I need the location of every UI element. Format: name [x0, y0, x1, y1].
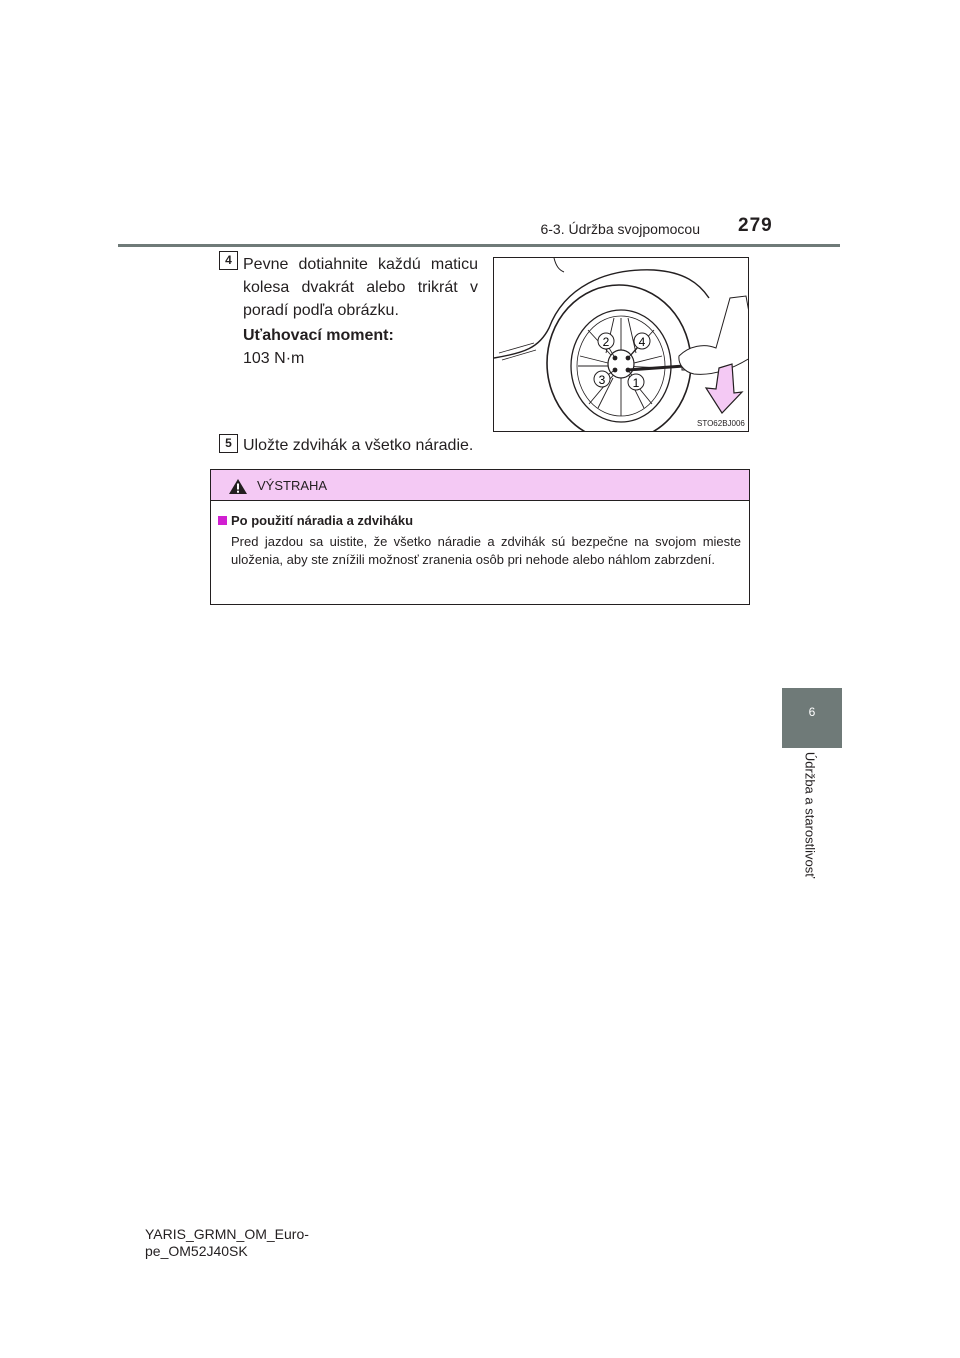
hand — [679, 296, 749, 374]
square-bullet-icon — [218, 516, 227, 525]
document-id-line-1: YARIS_GRMN_OM_Euro- — [145, 1226, 309, 1242]
page-number: 279 — [738, 215, 773, 236]
body-line — [554, 258, 564, 272]
warning-subtitle: Po použití náradia a zdviháku — [231, 513, 414, 528]
svg-text:2: 2 — [602, 335, 610, 349]
warning-box — [210, 469, 750, 605]
chapter-number: 6 — [808, 705, 816, 719]
wheel-wrench-illustration — [493, 257, 749, 432]
document-id — [145, 1226, 309, 1260]
warning-header — [211, 470, 749, 501]
warning-triangle-icon — [228, 478, 248, 495]
step-number-5: 5 — [219, 434, 238, 453]
step-5-text: Uložte zdvihák a všetko náradie. — [243, 437, 474, 454]
header-rule — [118, 244, 840, 247]
warning-title: VÝSTRAHA — [257, 478, 328, 493]
hub — [608, 350, 634, 378]
step-number-4: 4 — [219, 251, 238, 270]
wheel-illustration-svg — [494, 258, 749, 432]
torque-label: Uťahovací moment: — [243, 327, 394, 344]
torque-value: 103 N·m — [243, 350, 305, 367]
warning-body: Pred jazdou sa uistite, že všetko náradie a zdvihák sú bezpečne na svojom mieste uloženia, aby ste znížili možnosť zranenia osôb pri nehode alebo náhlom zabrzdení. — [231, 534, 741, 567]
section-title: 6-3. Údržba svojpomocou — [540, 221, 700, 237]
svg-text:4: 4 — [638, 335, 646, 349]
svg-text:1: 1 — [632, 376, 640, 390]
chapter-label: Údržba a starostlivosť — [802, 751, 818, 879]
document-id-line-2: pe_OM52J40SK — [145, 1243, 248, 1259]
step-4-text: Pevne dotiahnite každú maticu kolesa dvakrát alebo trikrát v poradí podľa obrázku. — [243, 256, 478, 319]
svg-text:3: 3 — [598, 373, 606, 387]
figure-code: STO62BJ006 — [697, 419, 745, 428]
